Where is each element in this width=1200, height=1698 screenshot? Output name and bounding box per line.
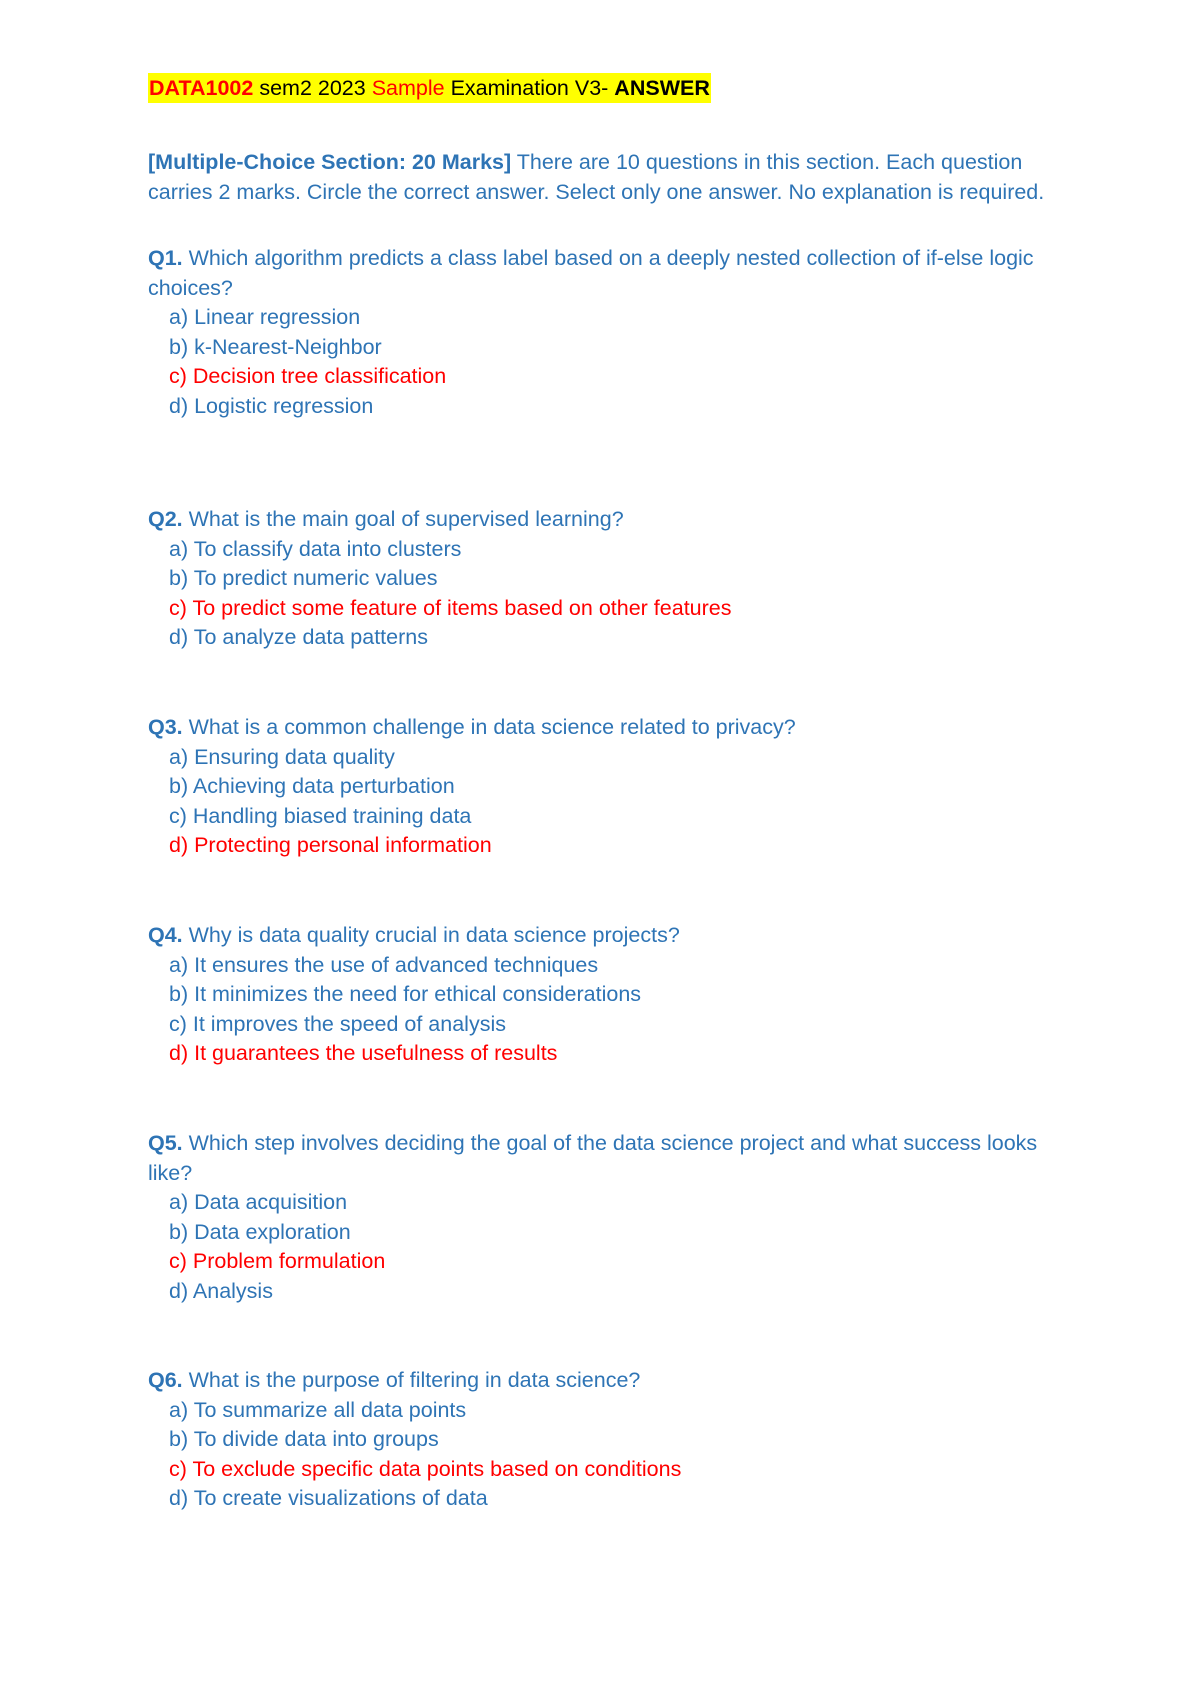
question-block: [148, 505, 1078, 653]
answer-option[interactable]: a) To classify data into clusters: [169, 536, 462, 561]
answer-label: ANSWER: [614, 76, 710, 100]
instructions-text: There are 10 questions in this section. Each question carries 2 marks. Circle the correct answer. Select only one answer. No explanation is required.: [148, 150, 1045, 204]
section-instructions: [148, 148, 1078, 207]
question-prompt: What is the main goal of supervised learning?: [182, 507, 624, 531]
question-text: [148, 1366, 1078, 1396]
answer-option[interactable]: b) It minimizes the need for ethical considerations: [169, 982, 642, 1006]
course-code: DATA1002: [149, 76, 254, 100]
question-number: Q5.: [148, 1131, 183, 1155]
answer-option[interactable]: a) Linear regression: [169, 305, 361, 329]
question-prompt: What is a common challenge in data science related to privacy?: [182, 715, 796, 739]
question-text: [148, 713, 1078, 743]
answer-option[interactable]: d) Analysis: [169, 1278, 273, 1303]
question-number: Q3.: [148, 715, 183, 739]
answer-option[interactable]: b) Data exploration: [169, 1219, 351, 1244]
answer-option[interactable]: a) Data acquisition: [169, 1190, 348, 1214]
answer-option[interactable]: c) Handling biased training data: [169, 803, 472, 828]
question-block: [148, 1129, 1078, 1306]
term-label: sem2 2023: [253, 76, 372, 100]
question-number: Q2.: [148, 507, 183, 531]
correct-answer-option[interactable]: c) To predict some feature of items based on other features: [169, 595, 732, 620]
question-block: [148, 1366, 1078, 1514]
answer-option[interactable]: d) Logistic regression: [169, 393, 374, 418]
answer-option[interactable]: c) It improves the speed of analysis: [169, 1011, 506, 1036]
question-prompt: Which step involves deciding the goal of the data science project and what success looks like?: [148, 1131, 1038, 1185]
correct-answer-option[interactable]: d) Protecting personal information: [169, 833, 492, 857]
question-prompt: Which algorithm predicts a class label based on a deeply nested collection of if-else logic choices?: [148, 246, 1034, 300]
correct-answer-option[interactable]: c) To exclude specific data points based on conditions: [169, 1456, 682, 1481]
question-prompt: What is the purpose of filtering in data science?: [182, 1368, 641, 1392]
answer-option[interactable]: b) To predict numeric values: [169, 566, 438, 590]
question-text: [148, 1129, 1078, 1188]
question-number: Q6.: [148, 1368, 183, 1392]
answer-option[interactable]: d) To analyze data patterns: [169, 625, 428, 649]
question-block: [148, 244, 1078, 421]
question-number: Q1.: [148, 246, 183, 270]
answer-option[interactable]: a) To summarize all data points: [169, 1397, 467, 1422]
exam-title: [148, 73, 711, 103]
question-text: [148, 921, 1078, 951]
correct-answer-option[interactable]: d) It guarantees the usefulness of results: [169, 1041, 558, 1065]
answer-option[interactable]: b) k-Nearest-Neighbor: [169, 334, 382, 359]
answer-option[interactable]: a) It ensures the use of advanced techniques: [169, 952, 599, 977]
correct-answer-option[interactable]: c) Decision tree classification: [169, 364, 447, 388]
question-prompt: Why is data quality crucial in data science projects?: [182, 923, 680, 947]
answer-option[interactable]: d) To create visualizations of data: [169, 1486, 488, 1510]
question-text: [148, 505, 1078, 535]
answer-option[interactable]: b) Achieving data perturbation: [169, 774, 455, 798]
answer-option[interactable]: b) To divide data into groups: [169, 1427, 439, 1451]
question-number: Q4.: [148, 923, 183, 947]
exam-label: Examination V3-: [444, 76, 615, 100]
section-label: [Multiple-Choice Section: 20 Marks]: [148, 150, 512, 174]
question-text: [148, 244, 1078, 303]
question-block: [148, 921, 1078, 1069]
sample-label: Sample: [371, 76, 445, 100]
question-block: [148, 713, 1078, 861]
correct-answer-option[interactable]: c) Problem formulation: [169, 1249, 386, 1273]
answer-option[interactable]: a) Ensuring data quality: [169, 744, 395, 769]
